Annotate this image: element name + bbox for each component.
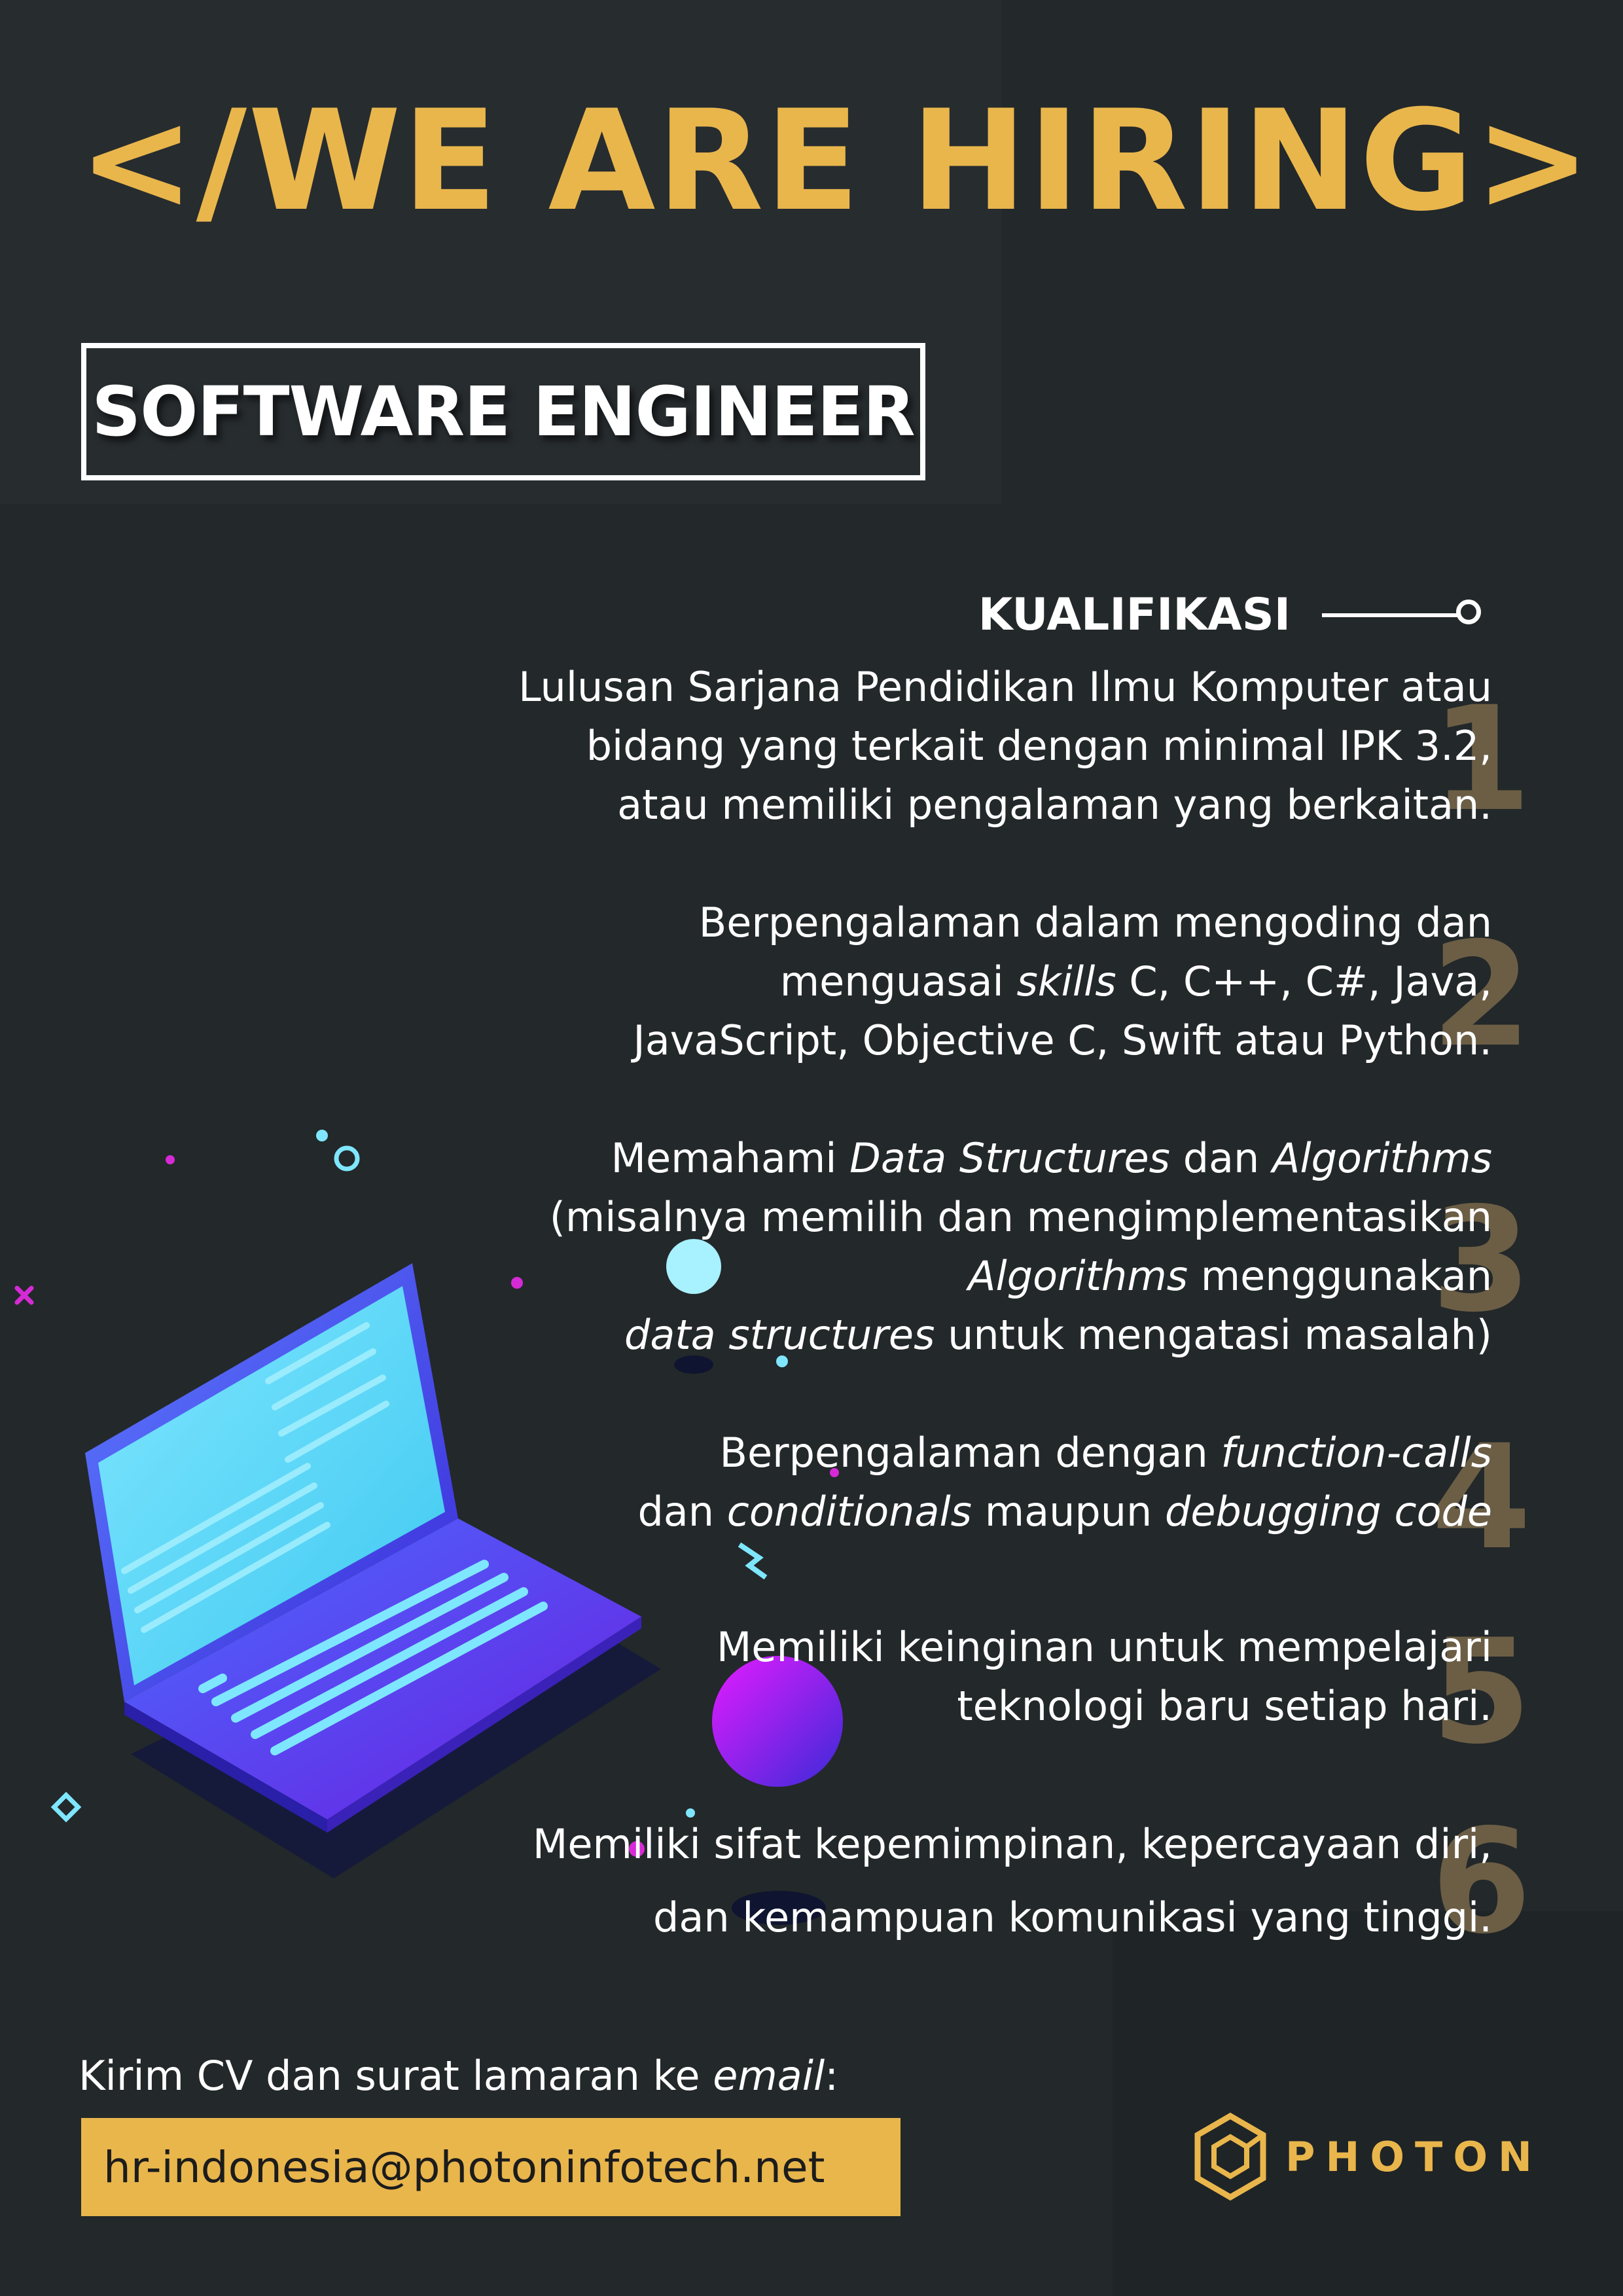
qualification-number: 1: [1431, 675, 1531, 843]
qualification-number: 6: [1431, 1798, 1531, 1965]
emphasis-text: skills: [1016, 958, 1116, 1005]
footer-background-panel: [1113, 1911, 1623, 2296]
qualification-line: [380, 1011, 1492, 1070]
line-text: menggunakan: [1188, 1252, 1492, 1300]
qualification-item: [380, 1808, 1492, 1954]
emphasis-text: Data Structures: [849, 1134, 1170, 1182]
qualification-number: 4: [1431, 1414, 1531, 1581]
qualification-line: [380, 1424, 1492, 1482]
emphasis-text: conditionals: [726, 1488, 972, 1535]
line-text: dan kemampuan komunikasi yang tinggi.: [652, 1893, 1492, 1941]
logo-wordmark: PHOTON: [1285, 2132, 1543, 2181]
qualification-item: [380, 1424, 1492, 1541]
line-text: bidang yang terkait dengan minimal IPK 3.2,: [586, 722, 1492, 770]
qualification-line: [380, 893, 1492, 952]
heading-connector-dot: [1456, 600, 1481, 624]
qualification-item: [380, 893, 1492, 1070]
qualification-number: 3: [1431, 1176, 1531, 1344]
emphasis-text: data structures: [624, 1311, 935, 1359]
line-text: JavaScript, Objective C, Swift atau Python.: [633, 1016, 1492, 1064]
role-box: [81, 343, 925, 480]
cta-prefix: Kirim CV dan surat lamaran ke: [79, 2052, 713, 2100]
qualification-line: [380, 1129, 1492, 1188]
line-text: C, C++, C#, Java,: [1116, 958, 1492, 1005]
line-text: dan: [637, 1488, 727, 1535]
qualification-line: [380, 717, 1492, 776]
qualification-line: [380, 1808, 1492, 1881]
qualification-line: [380, 1618, 1492, 1677]
line-text: Berpengalaman dalam mengoding dan: [698, 899, 1492, 946]
qualification-item: [380, 1129, 1492, 1365]
line-text: Lulusan Sarjana Pendidikan Ilmu Komputer atau: [518, 663, 1492, 711]
line-text: teknologi baru setiap hari.: [957, 1682, 1492, 1730]
line-text: untuk mengatasi masalah): [935, 1311, 1492, 1359]
qualification-item: [380, 1618, 1492, 1736]
qualification-line: [380, 1881, 1492, 1954]
qualification-line: [380, 952, 1492, 1011]
role-title: SOFTWARE ENGINEER: [92, 372, 915, 452]
qualification-line: [380, 658, 1492, 717]
qualification-line: [380, 776, 1492, 834]
emphasis-text: Algorithms: [968, 1252, 1188, 1300]
qualification-line: [380, 1306, 1492, 1365]
cta-text: [79, 2052, 838, 2100]
line-text: maupun: [971, 1488, 1166, 1535]
qualification-item: [380, 658, 1492, 834]
heading-connector-line: [1322, 613, 1459, 617]
emphasis-text: debugging code: [1165, 1488, 1492, 1535]
line-text: Berpengalaman dengan: [719, 1429, 1221, 1477]
photon-logo: [1191, 2111, 1543, 2202]
qualification-line: [380, 1677, 1492, 1736]
line-text: (misalnya memilih dan mengimplementasikan: [549, 1193, 1492, 1241]
hiring-headline: </WE ARE HIRING>: [79, 80, 1592, 242]
qualification-line: [380, 1482, 1492, 1541]
qualification-number: 2: [1431, 911, 1531, 1079]
email-box[interactable]: [81, 2118, 901, 2216]
cta-suffix: :: [825, 2052, 839, 2100]
cta-emphasis: email: [713, 2052, 825, 2100]
hexagon-logo-icon: [1191, 2111, 1270, 2202]
qualification-line: [380, 1188, 1492, 1247]
qualification-line: [380, 1247, 1492, 1306]
line-text: Memiliki keinginan untuk mempelajari: [716, 1623, 1492, 1671]
emphasis-text: Algorithms: [1272, 1134, 1492, 1182]
line-text: atau memiliki pengalaman yang berkaitan.: [617, 781, 1492, 829]
email-address[interactable]: hr-indonesia@photoninfotech.net: [103, 2142, 825, 2193]
line-text: Memahami: [611, 1134, 850, 1182]
qualification-number: 5: [1431, 1608, 1531, 1776]
emphasis-text: function-calls: [1221, 1429, 1492, 1477]
line-text: Memiliki sifat kepemimpinan, kepercayaan diri,: [532, 1820, 1492, 1868]
line-text: dan: [1169, 1134, 1273, 1182]
line-text: menguasai: [779, 958, 1017, 1005]
qualifications-heading: KUALIFIKASI: [978, 589, 1291, 641]
